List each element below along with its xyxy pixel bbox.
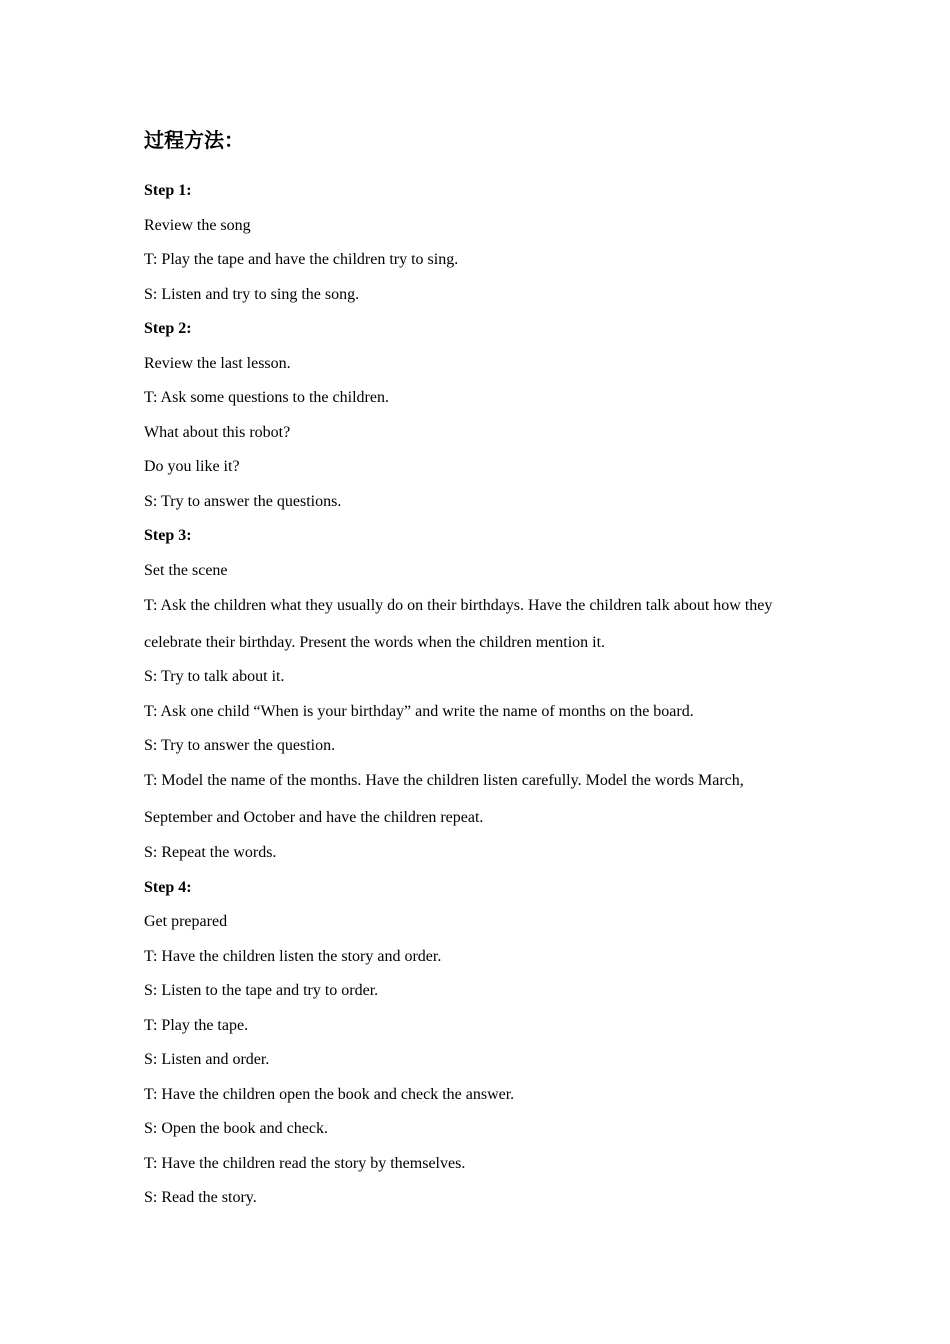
text-line: T: Play the tape. (144, 1017, 249, 1034)
text-line: T: Have the children read the story by themselves. (144, 1155, 466, 1172)
step-heading: Step 1: (144, 182, 192, 199)
text-line: Set the scene (144, 562, 228, 579)
text-line: S: Listen to the tape and try to order. (144, 982, 379, 999)
text-line: celebrate their birthday. Present the words when the children mention it. (144, 634, 606, 651)
section-heading: 过程方法： (144, 128, 244, 152)
text-line: S: Try to answer the questions. (144, 493, 342, 510)
step-heading: Step 4: (144, 879, 192, 896)
text-line: S: Open the book and check. (144, 1120, 328, 1137)
text-line: T: Ask the children what they usually do on their birthdays. Have the children talk about how they (144, 597, 773, 614)
text-line: T: Have the children listen the story and order. (144, 948, 442, 965)
text-line: T: Have the children open the book and check the answer. (144, 1086, 515, 1103)
text-line: S: Listen and order. (144, 1051, 270, 1068)
text-line: T: Ask one child “When is your birthday” and write the name of months on the board. (144, 703, 694, 720)
text-line: T: Model the name of the months. Have the children listen carefully. Model the words March, (144, 772, 744, 789)
text-line: S: Read the story. (144, 1189, 257, 1206)
text-line: S: Try to talk about it. (144, 668, 285, 685)
document-page (144, 0, 824, 1344)
text-line: T: Play the tape and have the children try to sing. (144, 251, 459, 268)
text-line: Review the song (144, 217, 251, 234)
text-line: S: Repeat the words. (144, 844, 277, 861)
step-heading: Step 3: (144, 527, 192, 544)
text-line: Get prepared (144, 913, 228, 930)
text-line: T: Ask some questions to the children. (144, 389, 389, 406)
text-line: September and October and have the children repeat. (144, 809, 484, 826)
text-line: What about this robot? (144, 424, 291, 441)
text-line: Review the last lesson. (144, 355, 291, 372)
text-line: S: Try to answer the question. (144, 737, 336, 754)
text-line: Do you like it? (144, 458, 240, 475)
step-heading: Step 2: (144, 320, 192, 337)
text-line: S: Listen and try to sing the song. (144, 286, 360, 303)
